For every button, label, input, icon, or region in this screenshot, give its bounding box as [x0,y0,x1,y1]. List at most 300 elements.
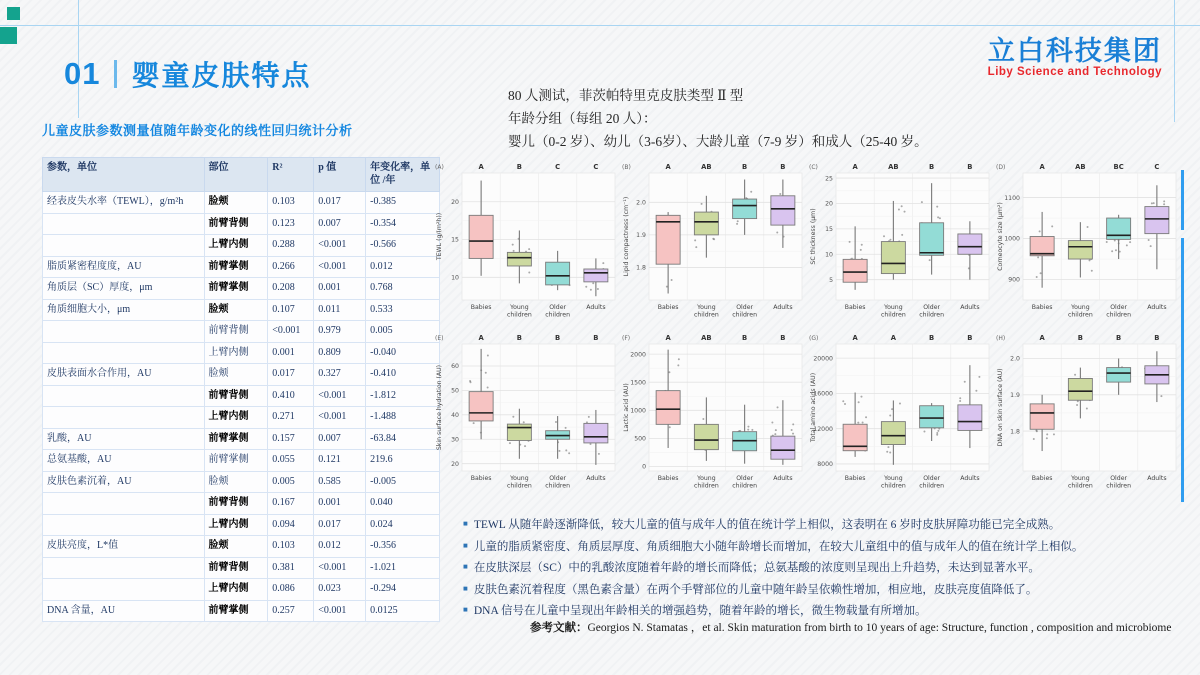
cell-param: 皮肤亮度，L*值 [43,536,205,558]
table-row [43,428,440,450]
box [656,215,680,264]
table-row [43,235,440,257]
box-chart-g [807,331,994,502]
box-chart-d [994,160,1181,331]
y-axis-label: Lactic acid (AU) [623,383,630,432]
category-label: Older [1110,475,1128,482]
bullet-item [463,514,1181,536]
cell-site: 前臂背侧 [204,557,268,579]
category-label: Adults [960,475,980,482]
y-tick-label: 1.9 [636,232,646,240]
category-label: children [506,482,532,490]
cell-param [43,385,205,407]
bullet-text: TEWL 从随年龄逐渐降低，较大儿童的值与成年人的值在统计学上相似，这表明在 6 岁时皮肤屏障功能已完全成熟。 [473,519,1061,531]
y-tick-label: 0 [642,463,646,471]
cell-r2: 0.005 [268,471,314,493]
table-row [43,256,440,278]
cell-p: 0.007 [314,428,366,450]
y-axis-label: DNA on skin surface (AU) [997,368,1004,447]
box [546,262,570,285]
category-label: Adults [586,304,606,311]
y-tick-label: 900 [1008,276,1020,284]
box [469,392,493,421]
cell-r2: 0.086 [268,579,314,601]
table-row [43,514,440,536]
table-row [43,213,440,235]
significance-letter: B [516,163,522,171]
significance-letter: B [929,334,935,342]
cell-r2: 0.107 [268,299,314,321]
category-label: Babies [657,304,679,311]
cell-r2: 0.157 [268,428,314,450]
significance-letter: A [478,334,484,342]
cell-p: 0.585 [314,471,366,493]
cell-param: 角质层（SC）厚度，μm [43,278,205,300]
logo-en-text: Liby Science and Technology [987,66,1162,78]
y-tick-label: 8000 [817,461,833,469]
category-label: children [545,311,571,319]
regression-stats-table [42,157,440,622]
cell-site: 脸颊 [204,192,268,214]
conclusions-list [463,514,1181,622]
box [694,424,718,449]
company-logo [988,36,1162,78]
cell-rate: 0.768 [366,278,440,300]
cell-site: 脸颊 [204,536,268,558]
y-tick-label: 5 [829,276,833,284]
table-row [43,450,440,472]
cell-site: 前臂背侧 [204,493,268,515]
study-intro [508,84,928,153]
cell-rate: -1.021 [366,557,440,579]
cell-r2: 0.055 [268,450,314,472]
cell-r2: 0.381 [268,557,314,579]
cell-p: 0.121 [314,450,366,472]
category-label: children [880,311,906,319]
bullet-text: 在皮肤深层（SC）中的乳酸浓度随着年龄的增长而降低；总氨基酸的浓度则呈现出上升趋势，未达到显著水平。 [473,562,1040,574]
cell-site: 前臂掌侧 [204,450,268,472]
y-tick-label: 15 [451,236,459,244]
box [1030,404,1054,429]
significance-letter: B [1077,334,1083,342]
cell-r2: 0.271 [268,407,314,429]
cell-rate: -63.84 [366,428,440,450]
cell-param [43,514,205,536]
significance-letter: BC [1113,163,1124,171]
table-row [43,342,440,364]
significance-letter: C [1154,163,1160,171]
cell-site: 上臂内侧 [204,514,268,536]
cell-p: 0.327 [314,364,366,386]
cell-param [43,557,205,579]
y-tick-label: 15 [825,226,833,234]
cell-p: 0.017 [314,192,366,214]
cell-r2: 0.103 [268,536,314,558]
panel-label: (E) [435,335,444,342]
box [733,199,757,219]
cell-site: 上臂内侧 [204,579,268,601]
cell-r2: 0.094 [268,514,314,536]
box [469,215,493,258]
cell-param: DNA 含量，AU [43,600,205,622]
y-tick-label: 50 [451,387,459,395]
cell-site: 前臂背侧 [204,213,268,235]
cell-r2: 0.288 [268,235,314,257]
box [1107,368,1131,383]
column-header: p 值 [314,158,366,192]
y-tick-label: 20000 [813,355,833,363]
cell-r2: 0.167 [268,493,314,515]
significance-letter: A [1039,334,1045,342]
cell-p: 0.979 [314,321,366,343]
category-label: Adults [773,475,793,482]
cell-param [43,213,205,235]
significance-letter: B [1154,334,1160,342]
y-tick-label: 1000 [630,407,646,415]
column-header: R² [268,158,314,192]
bullet-square-icon: ■ [463,605,468,614]
y-tick-label: 10 [451,274,459,282]
cell-site: 前臂掌侧 [204,428,268,450]
category-label: children [880,482,906,490]
table-row [43,364,440,386]
right-accent-line-top [1181,170,1184,230]
category-label: children [919,482,945,490]
category-label: Young [1071,304,1090,311]
cell-param [43,235,205,257]
cell-rate: -0.005 [366,471,440,493]
cell-rate: 0.533 [366,299,440,321]
significance-letter: B [742,163,748,171]
cell-rate: 0.005 [366,321,440,343]
box [920,406,944,428]
y-tick-label: 25 [825,175,833,183]
box [771,196,795,225]
cell-param: 皮肤表面水合作用，AU [43,364,205,386]
significance-letter: B [780,334,786,342]
category-label: children [1106,482,1132,490]
y-tick-label: 16000 [813,390,833,398]
logo-zh-text: 立白科技集团 [987,36,1162,66]
cell-p: <0.001 [314,407,366,429]
cell-p: <0.001 [314,235,366,257]
box [958,405,982,431]
panel-label: (D) [996,164,1006,171]
category-label: Young [1071,475,1090,482]
bullet-item [463,536,1181,558]
category-label: Babies [470,475,492,482]
cell-rate: 219.6 [366,450,440,472]
bullet-item [463,579,1181,601]
bullet-square-icon: ■ [463,540,468,550]
y-axis-label: TEWL (g/(m²h)) [436,212,443,261]
category-label: children [732,311,758,319]
cell-rate: 0.040 [366,493,440,515]
cell-rate: 0.024 [366,514,440,536]
category-label: Young [697,475,716,482]
box [584,269,608,282]
significance-letter: B [593,334,599,342]
intro-line: 80 人测试，菲茨帕特里克皮肤类型 Ⅱ 型 [508,88,744,103]
cell-rate: -0.566 [366,235,440,257]
category-label: children [545,482,571,490]
significance-letter: A [890,334,897,342]
category-label: children [1106,311,1132,319]
cell-param [43,493,205,515]
box [1068,378,1092,400]
category-label: Older [923,475,941,482]
bullet-item [463,600,1181,622]
cell-p: 0.001 [314,493,366,515]
significance-letter: AB [1075,163,1086,171]
table-caption: 儿童皮肤参数测量值随年龄变化的线性回归统计分析 [42,123,353,138]
bullet-text: 皮肤色素沉着程度（黑色素含量）在两个手臂部位的儿童中随年龄呈依赖性增加，相应地，皮肤亮度值降低了。 [473,583,1038,596]
category-label: Young [884,304,903,311]
panel-label: (G) [809,335,819,342]
cell-site: 脸颊 [204,299,268,321]
category-label: Older [549,475,567,482]
y-tick-label: 1.8 [1010,428,1020,436]
table-row [43,600,440,622]
cell-r2: 0.266 [268,256,314,278]
boxplot-grid [433,160,1181,502]
box [881,242,905,274]
significance-letter: A [665,334,671,342]
cell-rate: -0.356 [366,536,440,558]
significance-letter: AB [701,334,712,342]
cell-rate: -0.385 [366,192,440,214]
cell-p: <0.001 [314,557,366,579]
box [656,391,680,425]
cell-r2: 0.123 [268,213,314,235]
cell-param [43,579,205,601]
box [771,436,795,459]
column-header: 参数，单位 [43,158,205,192]
y-tick-label: 10 [825,251,833,259]
y-tick-label: 30 [451,436,459,444]
category-label: Adults [773,304,793,311]
table-row [43,278,440,300]
intro-line: 婴儿（0-2 岁）、幼儿（3-6岁）、大龄儿童（7-9 岁）和成人（25-40 岁。 [508,134,928,149]
significance-letter: B [742,334,748,342]
category-label: Older [549,304,567,311]
category-label: Young [884,475,903,482]
right-accent-line-bottom [1181,238,1184,502]
cell-param [43,407,205,429]
box [507,424,531,440]
y-axis-label: Corneocyte size (μm²) [997,202,1004,271]
table-row [43,407,440,429]
cell-rate: -0.040 [366,342,440,364]
cell-param: 乳酸，AU [43,428,205,450]
category-label: Babies [1031,304,1053,311]
category-label: children [693,482,719,490]
significance-letter: B [555,334,561,342]
page-title: 婴童皮肤特点 [131,60,312,91]
box [1107,218,1131,239]
significance-letter: A [852,163,858,171]
panel-label: (A) [435,164,444,171]
box-chart-e [433,331,620,502]
significance-letter: C [593,163,599,171]
box-chart-c [807,160,994,331]
box [920,223,944,256]
cell-r2: 0.208 [268,278,314,300]
bullet-square-icon: ■ [463,562,468,571]
cell-p: <0.001 [314,256,366,278]
table-row [43,192,440,214]
table-row [43,299,440,321]
cell-param: 总氨基酸，AU [43,450,205,472]
category-label: Young [510,304,529,311]
significance-letter: A [665,163,671,171]
significance-letter: A [1039,163,1045,171]
category-label: children [693,311,719,319]
top-rule-line [0,25,1200,26]
table-row [43,321,440,343]
table-row [43,385,440,407]
cell-site: 前臂掌侧 [204,278,268,300]
significance-letter: A [852,334,858,342]
panel-label: (F) [622,335,631,342]
category-label: Older [1110,304,1128,311]
box [843,259,867,282]
cell-r2: 0.410 [268,385,314,407]
box-chart-a [433,160,620,331]
significance-letter: B [1116,334,1122,342]
y-tick-label: 2000 [630,351,646,359]
y-tick-label: 20 [451,198,459,206]
cell-param: 经表皮失水率（TEWL），g/m²h [43,192,205,214]
cell-site: 脸颊 [204,364,268,386]
box [694,212,718,235]
category-label: Adults [1147,475,1167,482]
category-label: Adults [586,475,606,482]
bullet-square-icon: ■ [463,583,468,593]
y-tick-label: 1000 [1004,235,1020,243]
category-label: Babies [1031,475,1053,482]
section-number: 01 [64,56,101,91]
table-row [43,536,440,558]
column-header: 年变化率，单位 /年 [366,158,440,192]
box [958,234,982,254]
significance-letter: A [478,163,484,171]
cell-r2: 0.001 [268,342,314,364]
bullet-square-icon: ■ [463,519,468,528]
box [881,422,905,445]
y-tick-label: 20 [451,460,459,468]
box-chart-f [620,331,807,502]
reference-citation: Georgios N. Stamatas ，et al. Skin maturation from birth to 10 years of age: Structure, function , composition and microbiome [587,622,1172,634]
table-row [43,493,440,515]
cell-site: 脸颊 [204,471,268,493]
header-divider [114,60,117,88]
cell-p: 0.007 [314,213,366,235]
cell-p: <0.001 [314,600,366,622]
y-axis-label: Skin surface hydration (AU) [436,364,443,451]
category-label: Young [510,475,529,482]
cell-site: 前臂背侧 [204,321,268,343]
cell-site: 前臂掌侧 [204,600,268,622]
box [507,252,531,266]
category-label: Adults [1147,304,1167,311]
category-label: children [1067,311,1093,319]
cell-param: 皮肤色素沉着，AU [43,471,205,493]
y-tick-label: 60 [451,363,459,371]
cell-site: 上臂内侧 [204,407,268,429]
significance-letter: B [967,163,973,171]
table-row [43,471,440,493]
cell-rate: 0.0125 [366,600,440,622]
cell-site: 前臂背侧 [204,385,268,407]
y-tick-label: 1.8 [636,264,646,272]
y-tick-label: 2.0 [636,199,646,207]
box [1030,237,1054,256]
column-header: 部位 [204,158,268,192]
category-label: children [919,311,945,319]
category-label: children [506,311,532,319]
box [1145,207,1169,234]
y-tick-label: 1500 [630,379,646,387]
category-label: Babies [657,475,679,482]
box [1068,241,1092,259]
cell-param: 脂质紧密程度度，AU [43,256,205,278]
y-tick-label: 500 [634,435,646,443]
box [584,423,608,443]
cell-rate: 0.012 [366,256,440,278]
box-chart-h [994,331,1181,502]
bullet-item [463,557,1181,579]
cell-r2: 0.103 [268,192,314,214]
corner-square-icon [0,27,17,44]
cell-rate: -0.354 [366,213,440,235]
cell-rate: -0.410 [366,364,440,386]
cell-r2: 0.257 [268,600,314,622]
cell-rate: -0.294 [366,579,440,601]
cell-rate: -1.812 [366,385,440,407]
significance-letter: AB [701,163,712,171]
table-row [43,579,440,601]
corner-square-icon [7,7,20,20]
cell-site: 上臂内侧 [204,342,268,364]
category-label: Adults [960,304,980,311]
category-label: Babies [470,304,492,311]
category-label: children [732,482,758,490]
category-label: Babies [844,475,866,482]
y-axis-label: SC thickness (μm) [810,208,817,265]
bullet-text: DNA 信号在儿童中呈现出年龄相关的增强趋势，随着年龄的增长，微生物载量有所增加。 [473,605,927,617]
panel-label: (H) [996,335,1006,342]
cell-p: 0.012 [314,536,366,558]
panel-label: (B) [622,164,631,171]
reference-text [530,620,1180,637]
significance-letter: AB [888,163,899,171]
significance-letter: C [555,163,561,171]
table-header-row [43,158,440,192]
cell-p: 0.017 [314,514,366,536]
y-tick-label: 1100 [1004,194,1020,202]
cell-param [43,342,205,364]
category-label: Young [697,304,716,311]
category-label: Older [923,304,941,311]
reference-label: 参考文献： [530,622,588,634]
cell-r2: <0.001 [268,321,314,343]
y-tick-label: 1.9 [1010,392,1020,399]
cell-p: 0.023 [314,579,366,601]
cell-p: <0.001 [314,385,366,407]
slide-header [64,54,312,94]
bullet-text: 儿童的脂质紧密度、角质层厚度、角质细胞大小随年龄增长而增加，在较大儿童组中的值与成年人的值在统计学上相似。 [473,540,1084,553]
